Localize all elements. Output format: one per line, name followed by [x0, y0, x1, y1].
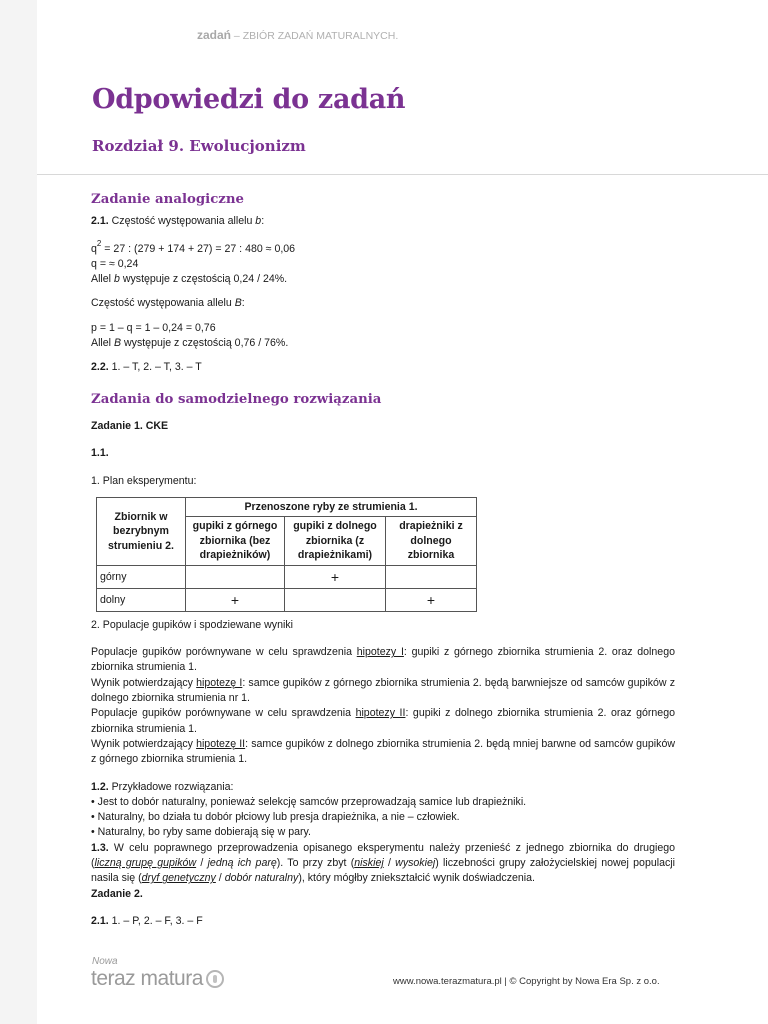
paragraph-result-2: Wynik potwierdzający hipotezę II: samce gupików z dolnego zbiornika strumienia 2. będą mniej barwne od samców gupików z górnego zbiornika strumienia 1. [91, 737, 675, 766]
table-header-lower-guppies: gupiki z dolnego zbiornika (z drapieżnikami) [285, 517, 386, 566]
running-header [197, 28, 398, 42]
section-heading-analog: Zadanie analogiczne [91, 192, 244, 207]
footer-logo-text: teraz matura [91, 967, 203, 990]
table-cell: + [285, 565, 386, 588]
allele-B-result: Allel B występuje z częstością 0,76 / 76%. [91, 337, 289, 350]
table-row-label: dolny [97, 588, 186, 611]
footer-copyright: www.nowa.terazmatura.pl | © Copyright by Nowa Era Sp. z o.o. [393, 976, 660, 987]
page-title: Odpowiedzi do zadań [92, 84, 406, 115]
allele-b-result: Allel b występuje z częstością 0,24 / 24%. [91, 273, 288, 286]
header-divider [37, 174, 768, 175]
table-cell [386, 565, 477, 588]
table-row [97, 588, 477, 611]
table-cell: + [186, 588, 285, 611]
header-tail: – ZBIÓR ZADAŃ MATURALNYCH. [231, 30, 399, 42]
task-2-heading: Zadanie 2. [91, 887, 143, 900]
paragraph-hypothesis-2: Populacje gupików porównywane w celu sprawdzenia hipotezy II: gupiki z dolnego zbiornika strumienia 2. oraz górnego zbiornika strumienia 1. [91, 707, 675, 735]
table-cell [285, 588, 386, 611]
populations-label: 2. Populacje gupików i spodziewane wyniki [91, 618, 293, 631]
subtask-1-2: 1.2. Przykładowe rozwiązania: [91, 780, 234, 793]
answer-2-2: 2.2. 1. – T, 2. – T, 3. – T [91, 361, 202, 374]
equation-q: q = ≈ 0,24 [91, 257, 139, 270]
header-brand: zadań [197, 28, 232, 42]
footer-logo [91, 956, 224, 991]
subtask-2-1: 2.1. 1. – P, 2. – F, 3. – F [91, 914, 203, 927]
footer-logo-small: Nowa [92, 956, 118, 967]
chapter-subtitle: Rozdział 9. Ewolucjonizm [92, 137, 306, 155]
task-1-heading: Zadanie 1. CKE [91, 419, 169, 432]
list-item: • Jest to dobór naturalny, ponieważ selekcję samców przeprowadzają samice lub drapieżniki. [91, 795, 527, 808]
section-heading-self: Zadania do samodzielnego rozwiązania [91, 391, 382, 407]
table-header-predators: drapieżniki z dolnego zbiornika [386, 517, 477, 566]
table-row [97, 565, 477, 588]
list-item: • Naturalny, bo działa tu dobór płciowy lub presja drapieżnika, a nie – człowiek. [91, 811, 460, 824]
table-header-group: Przenoszone ryby ze strumienia 1. [186, 497, 477, 517]
document-page [37, 0, 768, 1024]
equation-p: p = 1 – q = 1 – 0,24 = 0,76 [91, 321, 216, 334]
subtask-1-1: 1.1. [91, 447, 109, 460]
table-row-label: górny [97, 565, 186, 588]
allele-B-intro: Częstość występowania allelu B: [91, 297, 245, 310]
table-header-reservoir: Zbiornik w bezrybnym strumieniu 2. [97, 497, 186, 565]
table-cell [186, 565, 285, 588]
equation-q2: $q^2 = 27$ : (279 + 174 + 27) = 27 : 480 ≈ 0,06 [91, 238, 296, 255]
lightbulb-icon [206, 970, 224, 988]
plan-label: 1. Plan eksperymentu: [91, 474, 197, 487]
table-header-upper-guppies: gupiki z górnego zbiornika (bez drapieżników) [186, 517, 285, 566]
experiment-plan-table [96, 497, 477, 612]
subtask-1-3: 1.3. W celu poprawnego przeprowadzenia opisanego eksperymentu należy przenieść z jednego zbiornika do drugiego (liczną grupę gupików / jedną ich parę). To przy zbyt (niskiej / wysokiej) liczebności grupy założycielskiej nowej populacji nasila się (dryf genetyczny / dobór naturalny), który mógłby zniekształcić wynik doświadczenia. [91, 841, 675, 885]
content [91, 192, 675, 929]
table-cell: + [386, 588, 477, 611]
paragraph-hypothesis-1: Populacje gupików porównywane w celu sprawdzenia hipotezy I: gupiki z górnego zbiornika strumienia 2. oraz dolnego zbiornika strumienia 1. [91, 646, 675, 674]
answer-2-1: 2.1. Częstość występowania allelu b: [91, 215, 265, 228]
paragraph-result-1: Wynik potwierdzający hipotezę I: samce gupików z górnego zbiornika strumienia 2. będą barwniejsze od samców gupików z dolnego zbiornika strumienia nr 1. [91, 676, 675, 705]
list-item: • Naturalny, bo ryby same dobierają się w pary. [91, 826, 311, 839]
